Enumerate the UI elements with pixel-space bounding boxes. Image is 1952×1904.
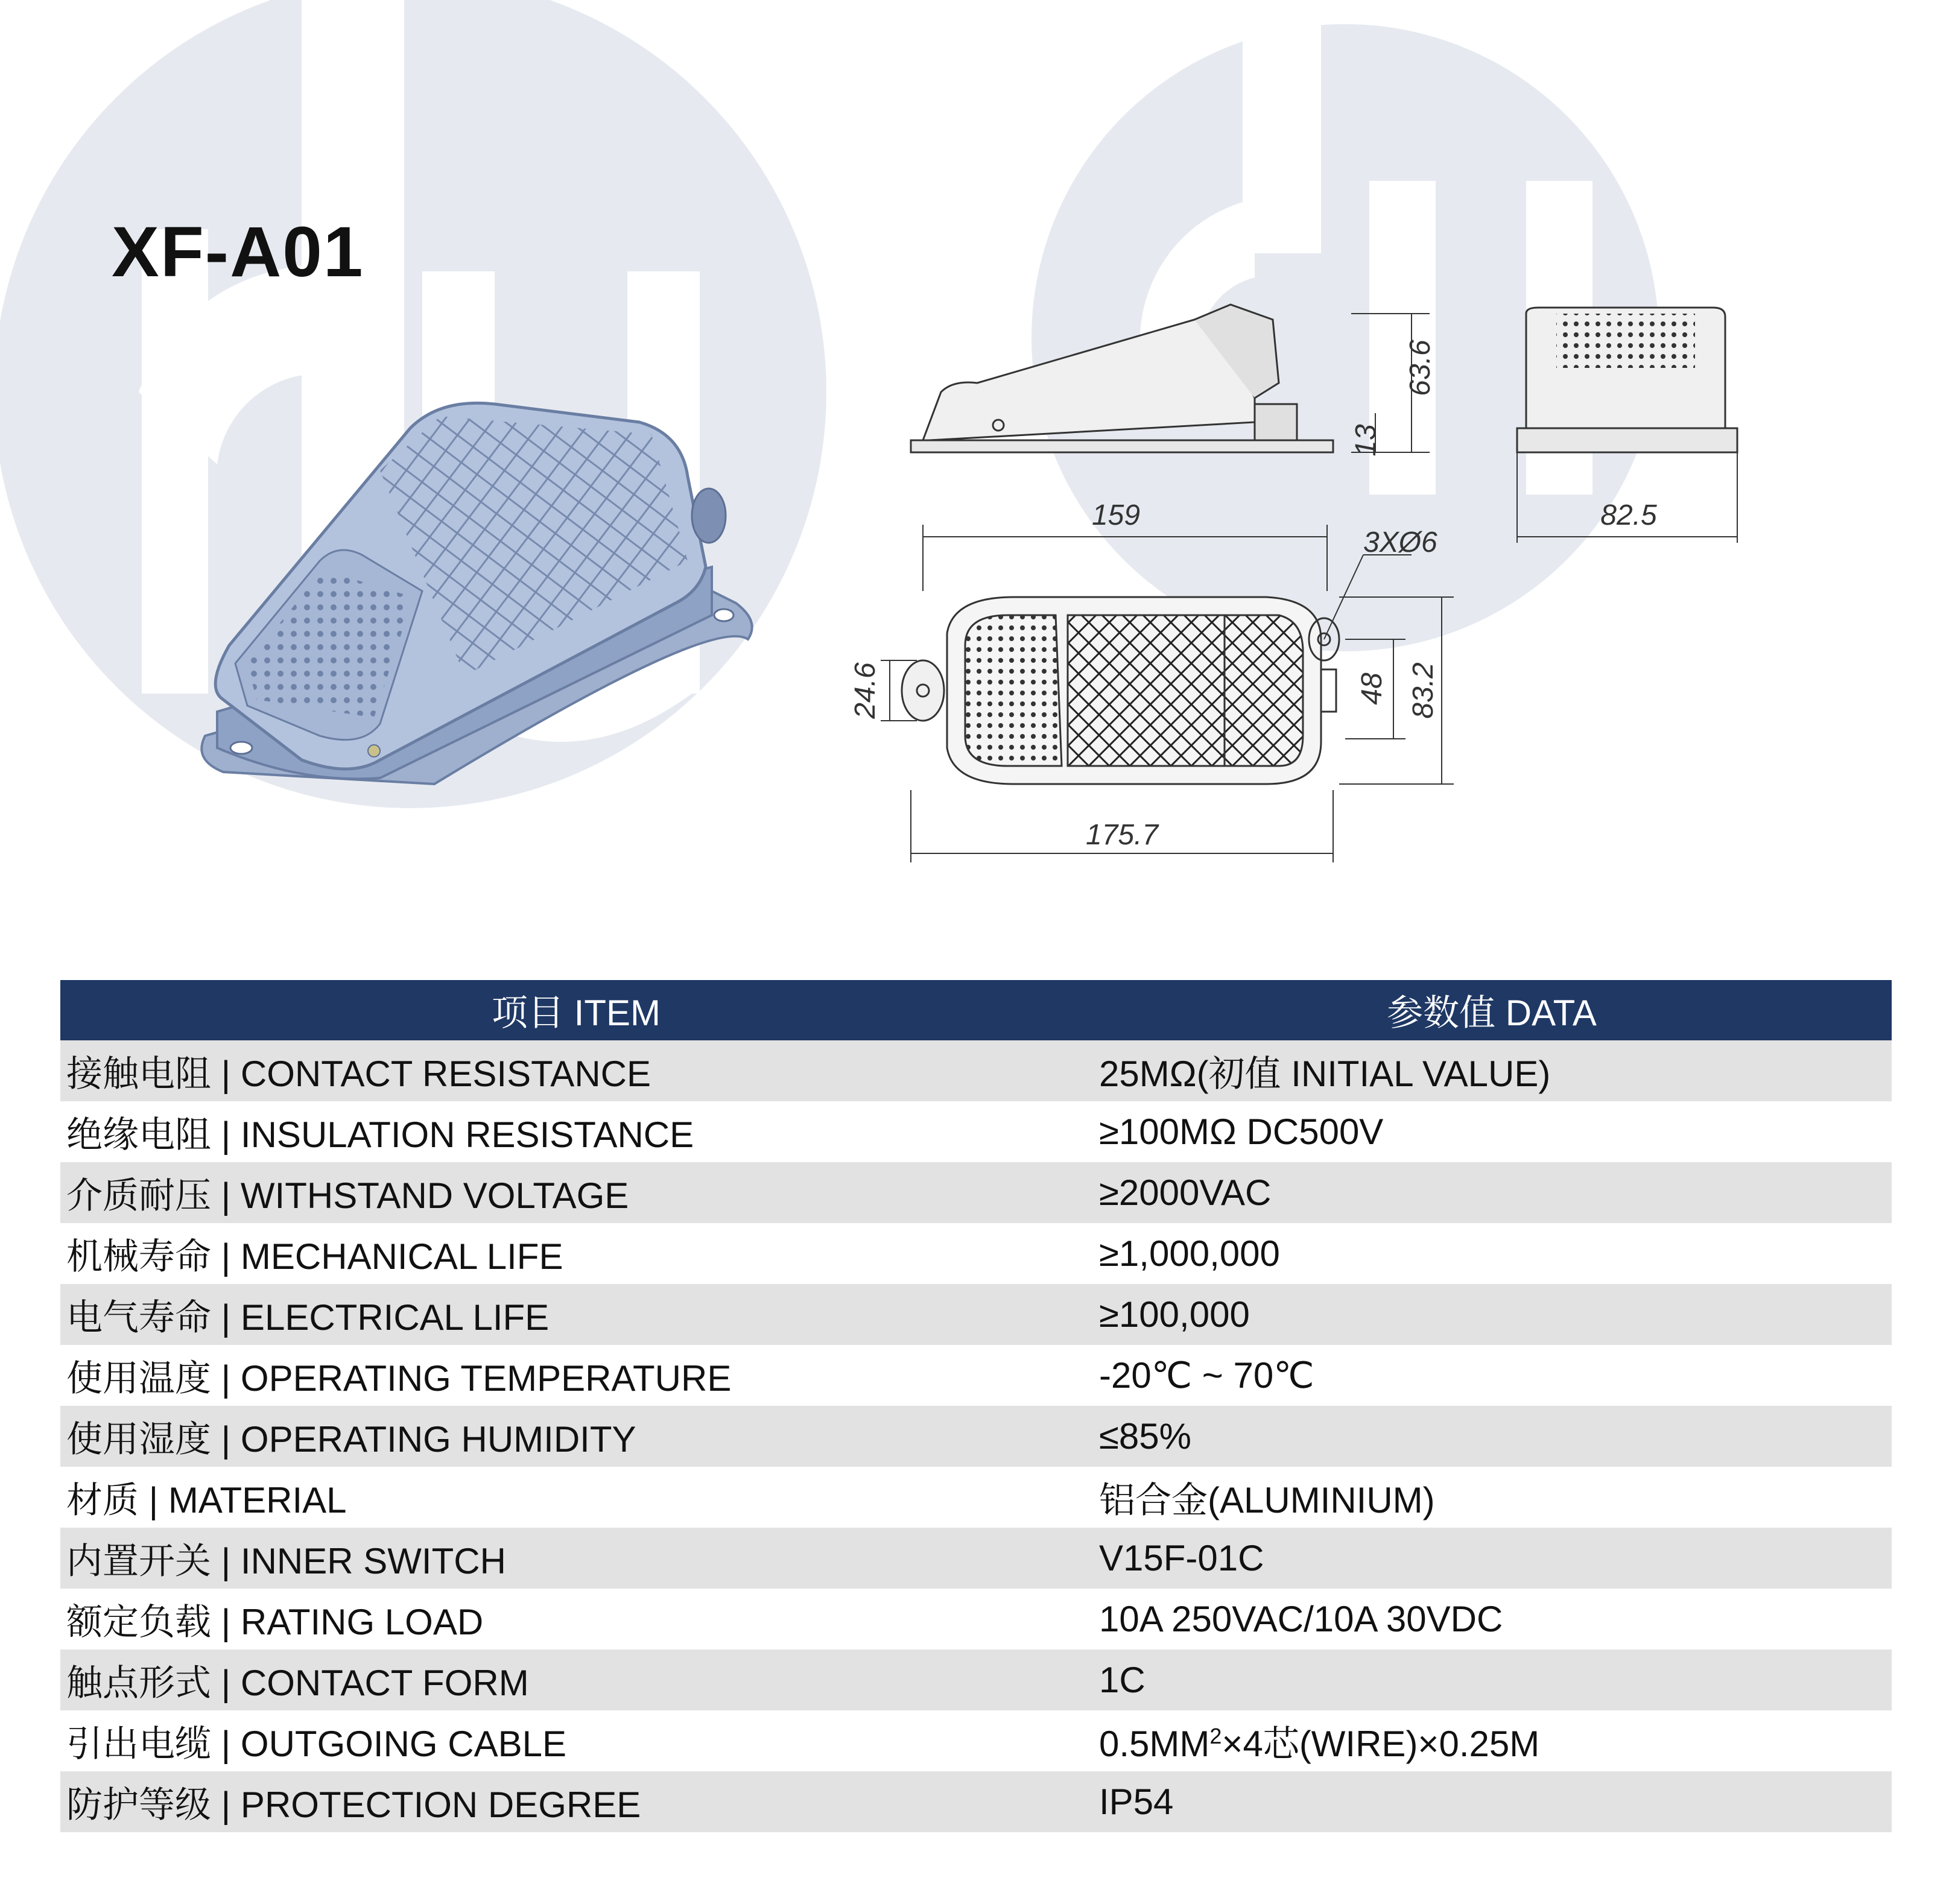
table-row <box>60 1406 1892 1467</box>
foot-switch-image <box>181 362 772 820</box>
row-value: ≤85% <box>1092 1406 1892 1467</box>
row-value: ≥1,000,000 <box>1092 1223 1892 1284</box>
table-row <box>60 1649 1892 1710</box>
table-row <box>60 1771 1892 1832</box>
dim-mount-gap: 24.6 <box>849 662 881 719</box>
row-item: 内置开关 | INNER SWITCH <box>60 1528 1092 1589</box>
row-value <box>1092 1710 1892 1771</box>
row-item: 引出电缆 | OUTGOING CABLE <box>60 1710 1092 1771</box>
dim-length-total: 175.7 <box>1085 819 1159 851</box>
row-value: 1C <box>1092 1649 1892 1710</box>
row-item: 触点形式 | CONTACT FORM <box>60 1649 1092 1710</box>
row-item: 电气寿命 | ELECTRICAL LIFE <box>60 1284 1092 1345</box>
dim-width: 82.5 <box>1600 499 1657 531</box>
dim-side-48: 48 <box>1356 672 1388 705</box>
table-row <box>60 1040 1892 1101</box>
table-row <box>60 1223 1892 1284</box>
dim-length-inner: 159 <box>1091 499 1141 531</box>
row-item: 防护等级 | PROTECTION DEGREE <box>60 1771 1092 1832</box>
row-value: ≥100MΩ DC500V <box>1092 1101 1892 1162</box>
dim-side-83: 83.2 <box>1407 662 1439 719</box>
table-row <box>60 1467 1892 1528</box>
header-data: 参数值 DATA <box>1092 980 1892 1040</box>
row-value: V15F-01C <box>1092 1528 1892 1589</box>
spec-header-row <box>60 980 1892 1040</box>
table-row <box>60 1710 1892 1771</box>
dim-base-height: 13 <box>1350 424 1382 457</box>
table-row <box>60 1162 1892 1223</box>
spec-table <box>60 980 1892 1832</box>
row-value: ≥100,000 <box>1092 1284 1892 1345</box>
table-row <box>60 1284 1892 1345</box>
row-item: 介质耐压 | WITHSTAND VOLTAGE <box>60 1162 1092 1223</box>
table-row <box>60 1528 1892 1589</box>
table-row <box>60 1589 1892 1649</box>
row-value: -20℃ ~ 70℃ <box>1092 1345 1892 1406</box>
cable-value-sup: 2 <box>1209 1723 1222 1748</box>
row-value: IP54 <box>1092 1771 1892 1832</box>
cable-value-main: 0.5MM <box>1099 1723 1210 1764</box>
row-item: 额定负载 | RATING LOAD <box>60 1589 1092 1649</box>
row-item: 接触电阻 | CONTACT RESISTANCE <box>60 1040 1092 1101</box>
row-value: 铝合金(ALUMINIUM) <box>1092 1467 1892 1528</box>
row-item: 材质 | MATERIAL <box>60 1467 1092 1528</box>
table-row <box>60 1101 1892 1162</box>
row-item: 使用湿度 | OPERATING HUMIDITY <box>60 1406 1092 1467</box>
row-value: 10A 250VAC/10A 30VDC <box>1092 1589 1892 1649</box>
row-item: 机械寿命 | MECHANICAL LIFE <box>60 1223 1092 1284</box>
row-value: 25MΩ(初值 INITIAL VALUE) <box>1092 1040 1892 1101</box>
dimension-drawing <box>832 253 1810 917</box>
model-title: XF-A01 <box>112 212 364 292</box>
cable-value-rest: ×4芯(WIRE)×0.25M <box>1222 1723 1540 1764</box>
row-item: 使用温度 | OPERATING TEMPERATURE <box>60 1345 1092 1406</box>
dim-holes: 3XØ6 <box>1363 527 1437 558</box>
dim-height-total: 63.6 <box>1404 340 1436 396</box>
header-item: 项目 ITEM <box>60 980 1092 1040</box>
table-row <box>60 1345 1892 1406</box>
row-item: 绝缘电阻 | INSULATION RESISTANCE <box>60 1101 1092 1162</box>
row-value: ≥2000VAC <box>1092 1162 1892 1223</box>
